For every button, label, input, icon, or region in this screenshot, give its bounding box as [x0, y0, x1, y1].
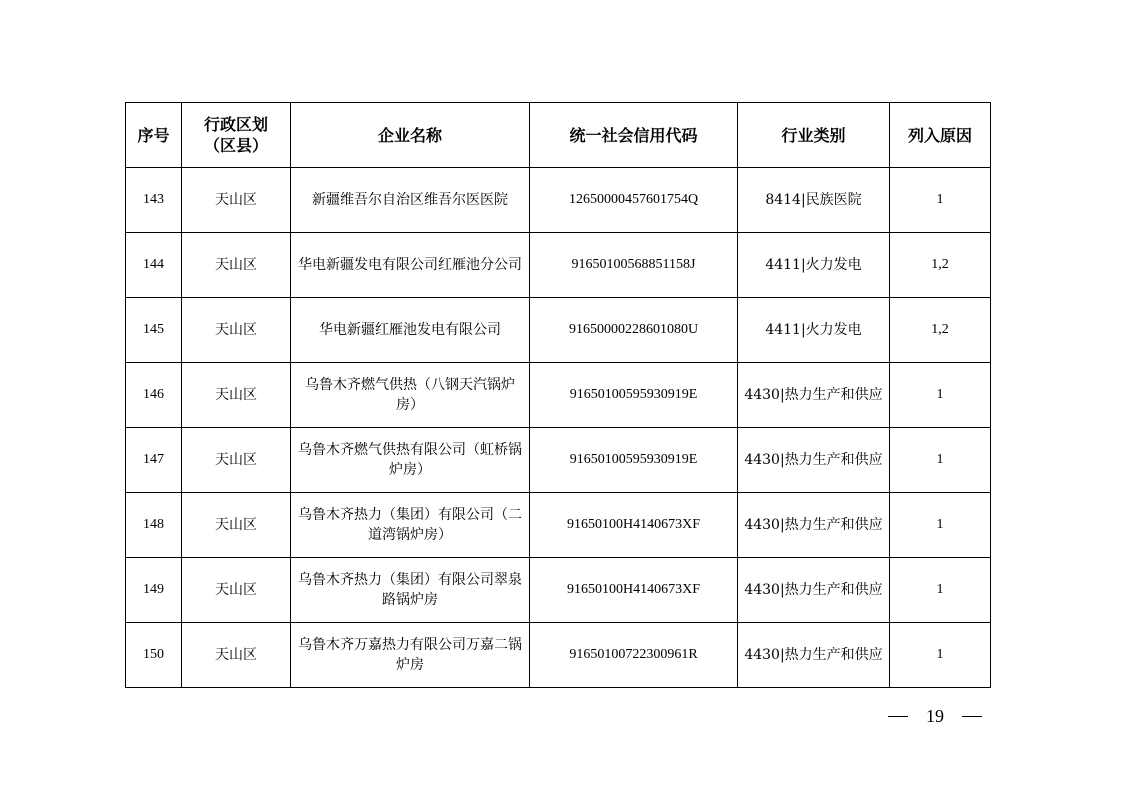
- table-row: [126, 168, 991, 233]
- cell-reason: 1: [890, 493, 991, 558]
- cell-serial-number: 147: [126, 428, 182, 493]
- cell-enterprise-name: 乌鲁木齐燃气供热（八钢天汽锅炉房）: [291, 363, 530, 428]
- cell-credit-code: 91650100595930919E: [530, 428, 738, 493]
- cell-district: 天山区: [182, 168, 291, 233]
- cell-serial-number: 150: [126, 623, 182, 688]
- cell-district: 天山区: [182, 298, 291, 363]
- header-industry: 行业类别: [738, 103, 890, 168]
- cell-district: 天山区: [182, 558, 291, 623]
- cell-reason: 1: [890, 428, 991, 493]
- cell-district: 天山区: [182, 623, 291, 688]
- cell-industry: 4430|热力生产和供应: [738, 363, 890, 428]
- header-district: [182, 103, 291, 168]
- cell-reason: 1: [890, 623, 991, 688]
- header-enterprise-name: 企业名称: [291, 103, 530, 168]
- cell-enterprise-name: 新疆维吾尔自治区维吾尔医医院: [291, 168, 530, 233]
- cell-credit-code: 91650000228601080U: [530, 298, 738, 363]
- cell-credit-code: 91650100722300961R: [530, 623, 738, 688]
- table-header-row: [126, 103, 991, 168]
- cell-reason: 1,2: [890, 298, 991, 363]
- page-number: [888, 704, 988, 728]
- cell-enterprise-name: 华电新疆发电有限公司红雁池分公司: [291, 233, 530, 298]
- table-row: [126, 233, 991, 298]
- cell-serial-number: 146: [126, 363, 182, 428]
- page-number-text: 19: [926, 706, 944, 726]
- cell-industry: 8414|民族医院: [738, 168, 890, 233]
- cell-district: 天山区: [182, 428, 291, 493]
- header-credit-code: 统一社会信用代码: [530, 103, 738, 168]
- cell-industry: 4430|热力生产和供应: [738, 428, 890, 493]
- cell-enterprise-name: 乌鲁木齐万嘉热力有限公司万嘉二锅炉房: [291, 623, 530, 688]
- header-reason: 列入原因: [890, 103, 991, 168]
- cell-serial-number: 145: [126, 298, 182, 363]
- table-row: [126, 428, 991, 493]
- cell-industry: 4430|热力生产和供应: [738, 623, 890, 688]
- cell-serial-number: 149: [126, 558, 182, 623]
- cell-serial-number: 144: [126, 233, 182, 298]
- cell-reason: 1: [890, 168, 991, 233]
- cell-credit-code: 91650100595930919E: [530, 363, 738, 428]
- cell-district: 天山区: [182, 233, 291, 298]
- cell-industry: 4411|火力发电: [738, 298, 890, 363]
- header-serial-number: 序号: [126, 103, 182, 168]
- page-number-dash-left: [888, 716, 908, 717]
- cell-credit-code: 91650100H4140673XF: [530, 493, 738, 558]
- table-row: [126, 363, 991, 428]
- cell-reason: 1,2: [890, 233, 991, 298]
- cell-credit-code: 12650000457601754Q: [530, 168, 738, 233]
- cell-industry: 4430|热力生产和供应: [738, 558, 890, 623]
- cell-industry: 4430|热力生产和供应: [738, 493, 890, 558]
- cell-serial-number: 148: [126, 493, 182, 558]
- cell-enterprise-name: 乌鲁木齐热力（集团）有限公司翠泉路锅炉房: [291, 558, 530, 623]
- cell-reason: 1: [890, 363, 991, 428]
- table-row: [126, 298, 991, 363]
- table-row: [126, 558, 991, 623]
- page-number-dash-right: [962, 716, 982, 717]
- enterprise-table: [125, 102, 991, 688]
- cell-district: 天山区: [182, 493, 291, 558]
- cell-credit-code: 91650100568851158J: [530, 233, 738, 298]
- cell-reason: 1: [890, 558, 991, 623]
- header-district-line1: 行政区划: [203, 115, 268, 134]
- cell-district: 天山区: [182, 363, 291, 428]
- cell-enterprise-name: 乌鲁木齐燃气供热有限公司（虹桥锅炉房）: [291, 428, 530, 493]
- cell-industry: 4411|火力发电: [738, 233, 890, 298]
- cell-enterprise-name: 华电新疆红雁池发电有限公司: [291, 298, 530, 363]
- table-row: [126, 623, 991, 688]
- cell-serial-number: 143: [126, 168, 182, 233]
- cell-credit-code: 91650100H4140673XF: [530, 558, 738, 623]
- table-row: [126, 493, 991, 558]
- cell-enterprise-name: 乌鲁木齐热力（集团）有限公司（二道湾锅炉房）: [291, 493, 530, 558]
- header-district-line2: （区县）: [203, 136, 268, 155]
